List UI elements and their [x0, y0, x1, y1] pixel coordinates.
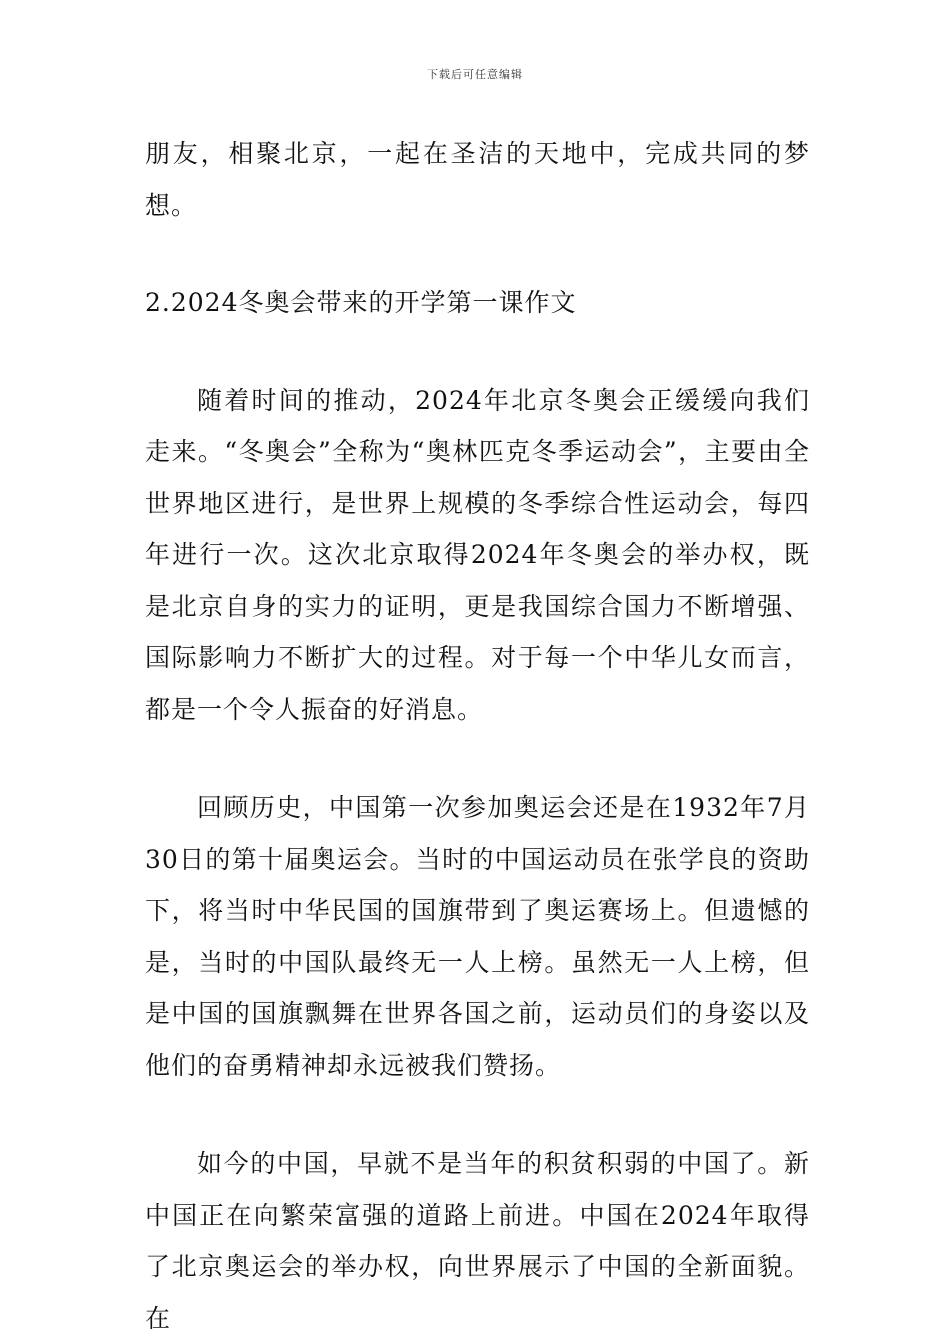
paragraph-continuation: 朋友，相聚北京，一起在圣洁的天地中，完成共同的梦想。 — [145, 139, 810, 220]
page-header: 下载后可任意编辑 — [427, 68, 523, 81]
paragraph-history: 回顾历史，中国第一次参加奥运会还是在1932年7月30日的第十届奥运会。当时的中国运动员在张学良的资助下，将当时中华民国的国旗带到了奥运赛场上。但遗憾的是，当时的中国队最终无一人上榜。虽然无一人上榜，但是中国的国旗飘舞在世界各国之前，运动员们的身姿以及他们的奋勇精神却永远被我们赞扬。 — [145, 793, 810, 1080]
paragraph-present: 如今的中国，早就不是当年的积贫积弱的中国了。新中国正在向繁荣富强的道路上前进。中国在2024年取得了北京奥运会的举办权，向世界展示了中国的全新面貌。在 — [145, 1149, 811, 1333]
paragraph-intro: 随着时间的推动，2024年北京冬奥会正缓缓向我们走来。“冬奥会”全称为“奥林匹克冬季运动会”，主要由全世界地区进行，是世界上规模的冬季综合性运动会，每四年进行一次。这次北京取得2024年冬奥会的举办权，既是北京自身的实力的证明，更是我国综合国力不断增强、国际影响力不断扩大的过程。对于每一个中华儿女而言，都是一个令人振奋的好消息。 — [145, 385, 810, 724]
document-body — [145, 128, 810, 1344]
section-heading: 2.2024冬奥会带来的开学第一课作文 — [145, 288, 577, 317]
